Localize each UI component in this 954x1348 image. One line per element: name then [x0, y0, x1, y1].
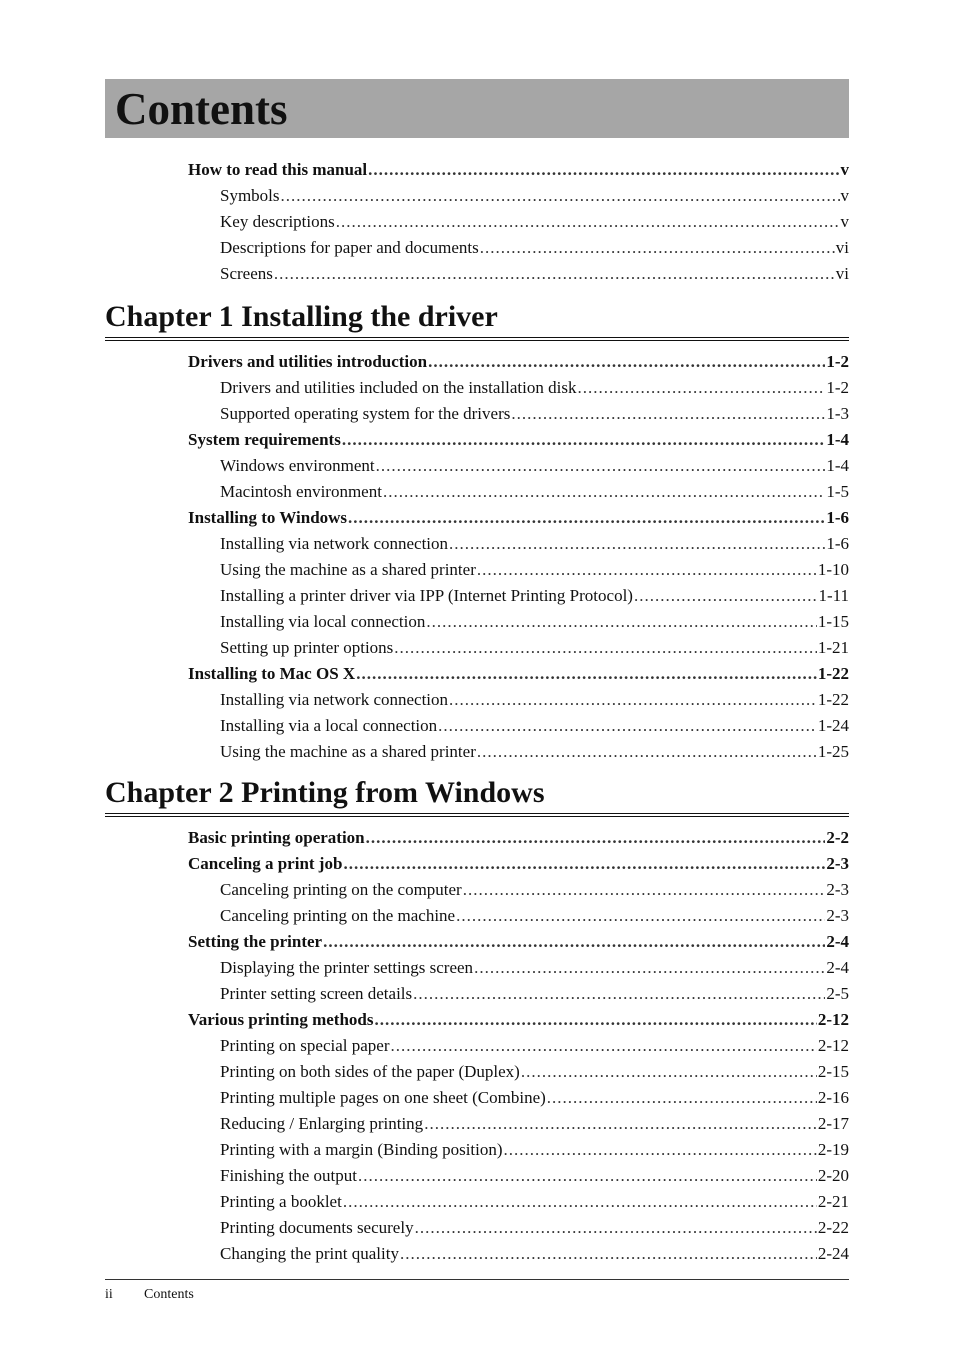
toc-entry-text: Printing multiple pages on one sheet (Combine): [220, 1088, 546, 1107]
toc-entry-text: Installing to Windows: [188, 508, 348, 527]
toc-entry[interactable]: [188, 531, 849, 557]
toc-chapter-2: [188, 825, 849, 1267]
leader-dots: [477, 739, 817, 765]
toc-entry-text: Finishing the output: [220, 1166, 357, 1185]
leader-dots: [415, 1215, 817, 1241]
toc-entry[interactable]: [188, 401, 849, 427]
toc-entry-page: 1-25: [817, 742, 849, 761]
toc-entry[interactable]: [188, 209, 849, 235]
toc-entry[interactable]: [188, 505, 849, 531]
toc-entry-page: vi: [835, 264, 849, 283]
toc-entry-text: Using the machine as a shared printer: [220, 742, 476, 761]
toc-entry[interactable]: [188, 609, 849, 635]
toc-entry-text: Printer setting screen details: [220, 984, 413, 1003]
leader-dots: [547, 1085, 817, 1111]
toc-entry-page: 1-2: [826, 352, 849, 371]
leader-dots: [428, 349, 825, 375]
toc-entry-page: 2-19: [817, 1140, 849, 1159]
toc-entry[interactable]: [188, 713, 849, 739]
leader-dots: [456, 903, 825, 929]
leader-dots: [358, 1163, 817, 1189]
toc-entry[interactable]: [188, 1059, 849, 1085]
leader-dots: [376, 453, 826, 479]
footer-section: Contents: [144, 1287, 194, 1302]
toc-entry-page: 2-20: [817, 1166, 849, 1185]
toc-chapter-1: [188, 349, 849, 765]
toc-entry[interactable]: [188, 1007, 849, 1033]
toc-entry-page: 1-24: [817, 716, 849, 735]
toc-entry[interactable]: [188, 687, 849, 713]
toc-entry[interactable]: [188, 661, 849, 687]
leader-dots: [323, 929, 825, 955]
toc-entry[interactable]: [188, 1137, 849, 1163]
page-footer: [105, 1286, 194, 1304]
toc-entry[interactable]: [188, 635, 849, 661]
toc-entry-page: v: [840, 212, 849, 231]
leader-dots: [504, 1137, 817, 1163]
leader-dots: [449, 531, 825, 557]
leader-dots: [374, 1007, 816, 1033]
toc-entry-text: Setting up printer options: [220, 638, 394, 657]
toc-entry-page: 1-3: [826, 404, 849, 423]
toc-entry[interactable]: [188, 557, 849, 583]
page-title: Contents: [115, 84, 288, 134]
toc-entry-text: System requirements: [188, 430, 341, 449]
toc-entry[interactable]: [188, 1215, 849, 1241]
leader-dots: [368, 157, 839, 183]
leader-dots: [511, 401, 825, 427]
footer-rule: [105, 1279, 849, 1280]
toc-entry-text: Supported operating system for the drivers: [220, 404, 511, 423]
toc-entry-page: 2-12: [817, 1036, 849, 1055]
toc-entry-text: Installing via local connection: [220, 612, 426, 631]
toc-entry-text: Basic printing operation: [188, 828, 365, 847]
toc-entry-text: Printing a booklet: [220, 1192, 342, 1211]
toc-entry[interactable]: [188, 375, 849, 401]
toc-entry[interactable]: [188, 981, 849, 1007]
toc-entry-page: 2-15: [817, 1062, 849, 1081]
chapter-heading-1: [105, 299, 849, 341]
leader-dots: [366, 825, 826, 851]
toc-entry-text: Various printing methods: [188, 1010, 374, 1029]
leader-dots: [577, 375, 825, 401]
toc-entry-page: 1-22: [817, 664, 849, 683]
toc-entry-page: 2-24: [817, 1244, 849, 1263]
leader-dots: [336, 209, 840, 235]
toc-entry-text: Drivers and utilities introduction: [188, 352, 428, 371]
toc-entry-text: Windows environment: [220, 456, 375, 475]
leader-dots: [281, 183, 840, 209]
toc-entry[interactable]: [188, 903, 849, 929]
leader-dots: [438, 713, 817, 739]
toc-entry[interactable]: [188, 1189, 849, 1215]
toc-entry-page: 2-4: [826, 932, 849, 951]
leader-dots: [400, 1241, 817, 1267]
toc-entry-page: 1-11: [818, 586, 849, 605]
toc-entry[interactable]: [188, 349, 849, 375]
leader-dots: [521, 1059, 817, 1085]
toc-entry-page: 2-3: [826, 854, 849, 873]
toc-entry-page: 1-2: [826, 378, 849, 397]
chapter-title: Chapter 1 Installing the driver: [105, 300, 498, 333]
toc-entry-text: Reducing / Enlarging printing: [220, 1114, 424, 1133]
toc-entry-text: Printing on special paper: [220, 1036, 390, 1055]
leader-dots: [424, 1111, 817, 1137]
toc-front-matter: [188, 157, 849, 287]
toc-entry[interactable]: [188, 1085, 849, 1111]
toc-entry-page: 2-3: [826, 880, 849, 899]
toc-entry[interactable]: [188, 183, 849, 209]
toc-entry-page: 2-2: [826, 828, 849, 847]
toc-entry-text: Key descriptions: [220, 212, 335, 231]
toc-entry-text: Drivers and utilities included on the installation disk: [220, 378, 577, 397]
leader-dots: [480, 235, 835, 261]
toc-entry-text: Canceling printing on the machine: [220, 906, 456, 925]
toc-entry[interactable]: [188, 157, 849, 183]
leader-dots: [474, 955, 825, 981]
toc-entry-page: 1-15: [817, 612, 849, 631]
toc-entry[interactable]: [188, 1163, 849, 1189]
chapter-heading-2: [105, 775, 849, 817]
toc-entry-page: 1-4: [826, 430, 849, 449]
toc-entry-page: 2-3: [826, 906, 849, 925]
chapter-rule: [105, 813, 849, 817]
title-banner: [105, 79, 849, 138]
toc-entry[interactable]: [188, 929, 849, 955]
toc-entry-text: Canceling a print job: [188, 854, 343, 873]
leader-dots: [343, 851, 825, 877]
leader-dots: [449, 687, 817, 713]
toc-entry-text: Using the machine as a shared printer: [220, 560, 476, 579]
toc-entry-text: Screens: [220, 264, 273, 283]
toc-entry[interactable]: [188, 825, 849, 851]
toc-entry[interactable]: [188, 479, 849, 505]
toc-entry[interactable]: [188, 739, 849, 765]
leader-dots: [634, 583, 818, 609]
toc-entry-text: Installing via a local connection: [220, 716, 438, 735]
toc-entry-page: v: [840, 160, 849, 179]
toc-entry[interactable]: [188, 955, 849, 981]
toc-entry-text: Changing the print quality: [220, 1244, 399, 1263]
toc-entry[interactable]: [188, 851, 849, 877]
toc-entry-page: 1-4: [826, 456, 849, 475]
toc-entry-text: Printing with a margin (Binding position): [220, 1140, 503, 1159]
toc-entry[interactable]: [188, 427, 849, 453]
leader-dots: [413, 981, 825, 1007]
toc-entry-text: Symbols: [220, 186, 280, 205]
toc-entry-page: 1-6: [826, 508, 849, 527]
toc-entry-text: Descriptions for paper and documents: [220, 238, 479, 257]
toc-entry-text: How to read this manual: [188, 160, 368, 179]
toc-entry[interactable]: [188, 235, 849, 261]
toc-entry-text: Installing via network connection: [220, 534, 449, 553]
toc-entry-page: 2-22: [817, 1218, 849, 1237]
toc-entry-text: Printing on both sides of the paper (Duplex): [220, 1062, 520, 1081]
toc-entry-text: Printing documents securely: [220, 1218, 414, 1237]
toc-entry[interactable]: [188, 1033, 849, 1059]
toc-entry[interactable]: [188, 877, 849, 903]
toc-entry-page: 1-21: [817, 638, 849, 657]
leader-dots: [394, 635, 817, 661]
toc-entry-page: 1-5: [826, 482, 849, 501]
toc-entry[interactable]: [188, 583, 849, 609]
leader-dots: [356, 661, 817, 687]
toc-entry-page: vi: [835, 238, 849, 257]
toc-entry-text: Installing via network connection: [220, 690, 449, 709]
footer-page-number: ii: [105, 1287, 113, 1302]
leader-dots: [342, 427, 826, 453]
toc-entry-text: Installing a printer driver via IPP (Internet Printing Protocol): [220, 586, 633, 605]
toc-entry-text: Installing to Mac OS X: [188, 664, 356, 683]
toc-entry-page: 2-17: [817, 1114, 849, 1133]
leader-dots: [348, 505, 825, 531]
chapter-rule: [105, 337, 849, 341]
toc-entry-page: 1-6: [826, 534, 849, 553]
toc-entry[interactable]: [188, 1111, 849, 1137]
toc-entry-page: v: [840, 186, 849, 205]
toc-entry-page: 2-21: [817, 1192, 849, 1211]
leader-dots: [274, 261, 835, 287]
leader-dots: [343, 1189, 817, 1215]
toc-entry-page: 1-22: [817, 690, 849, 709]
toc-entry-text: Macintosh environment: [220, 482, 382, 501]
leader-dots: [426, 609, 816, 635]
toc-entry-page: 1-10: [817, 560, 849, 579]
leader-dots: [477, 557, 817, 583]
toc-entry-page: 2-16: [817, 1088, 849, 1107]
toc-entry-text: Canceling printing on the computer: [220, 880, 462, 899]
toc-entry[interactable]: [188, 261, 849, 287]
toc-entry-text: Setting the printer: [188, 932, 323, 951]
toc-entry[interactable]: [188, 1241, 849, 1267]
toc-entry-page: 2-12: [817, 1010, 849, 1029]
toc-entry-page: 2-4: [826, 958, 849, 977]
leader-dots: [391, 1033, 817, 1059]
toc-entry[interactable]: [188, 453, 849, 479]
toc-entry-page: 2-5: [826, 984, 849, 1003]
leader-dots: [463, 877, 826, 903]
chapter-title: Chapter 2 Printing from Windows: [105, 776, 545, 809]
leader-dots: [383, 479, 825, 505]
toc-entry-text: Displaying the printer settings screen: [220, 958, 474, 977]
